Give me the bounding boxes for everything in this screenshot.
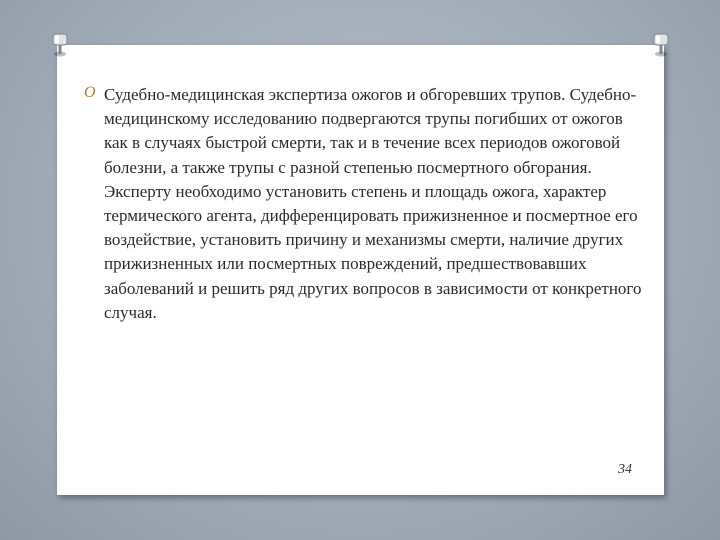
- slide-number: 34: [618, 462, 632, 477]
- bullet-marker: O: [84, 84, 96, 101]
- bullet-item: [84, 83, 644, 325]
- body-text: Судебно-медицинская экспертиза ожогов и обгоревших трупов. Судебно-медицинскому исследованию подвергаются трупы погибших от ожогов как в случаях быстрой смерти, так и в течение всех периодов ожоговой болезни, а также трупы с разной степенью посмертного обгорания. Эксперту необходимо установить степень и площадь ожога, характер термического агента, дифференцировать прижизненное и посмертное его воздействие, установить причину и механизмы смерти, наличие других прижизненных или посмертных повреждений, предшествовавших заболеваний и решить ряд других вопросов в зависимости от конкретного случая.: [104, 85, 642, 322]
- left-pushpin-icon: [49, 32, 71, 58]
- right-pushpin-icon: [650, 32, 672, 58]
